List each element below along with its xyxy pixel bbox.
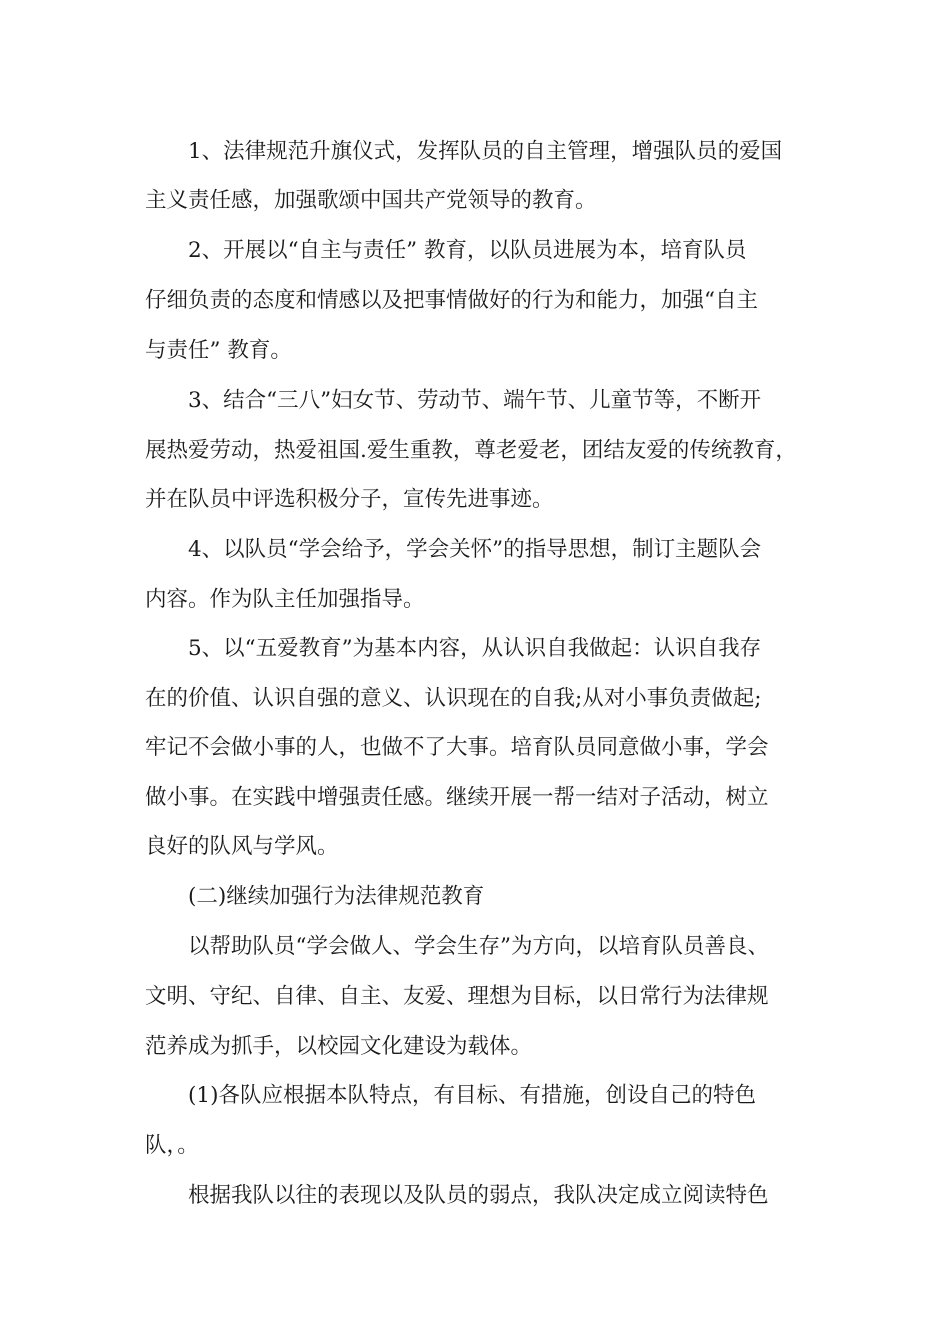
para-6-line-2: 文明、守纪、自律、自主、友爱、理想为目标，以日常行为法律规: [145, 984, 769, 1009]
para-4-line-1: 4、以队员“学会给予，学会关怀”的指导思想，制订主题队会: [188, 537, 762, 562]
para-1-line-1: 1、法律规范升旗仪式，发挥队员的自主管理，增强队员的爱国: [188, 139, 783, 164]
para-8-line-1: 根据我队以往的表现以及队员的弱点，我队决定成立阅读特色: [188, 1183, 769, 1208]
para-3-line-2: 展热爱劳动，热爱祖国.爱生重教，尊老爱老，团结友爱的传统教育，: [145, 438, 797, 463]
para-5-line-3: 牢记不会做小事的人，也做不了大事。培育队员同意做小事，学会: [145, 735, 769, 760]
para-2-line-2: 仔细负责的态度和情感以及把事情做好的行为和能力，加强“自主: [145, 288, 758, 313]
section-heading: (二)继续加强行为法律规范教育: [188, 884, 485, 909]
para-5-line-2: 在的价值、认识自强的意义、认识现在的自我;从对小事负责做起;: [145, 686, 762, 711]
para-6-line-3: 范养成为抓手，以校园文化建设为载体。: [145, 1034, 533, 1059]
para-2-line-3: 与责任” 教育。: [145, 338, 292, 363]
para-2-line-1: 2、开展以“自主与责任” 教育，以队员进展为本，培育队员: [188, 238, 747, 263]
para-7-line-2: 队，。: [145, 1133, 199, 1158]
para-6-line-1: 以帮助队员“学会做人、学会生存”为方向，以培育队员善良、: [188, 934, 769, 959]
para-7-line-1: (1)各队应根据本队特点，有目标、有措施，创设自己的特色: [188, 1083, 756, 1108]
para-1-line-2: 主义责任感，加强歌颂中国共产党领导的教育。: [145, 188, 597, 213]
para-5-line-1: 5、以“五爱教育”为基本内容，从认识自我做起：认识自我存: [188, 636, 762, 661]
para-3-line-3: 并在队员中评选积极分子，宣传先进事迹。: [145, 487, 554, 512]
para-4-line-2: 内容。作为队主任加强指导。: [145, 587, 425, 612]
para-3-line-1: 3、结合“三八”妇女节、劳动节、端午节、儿童节等，不断开: [188, 388, 762, 413]
para-5-line-5: 良好的队风与学风。: [145, 834, 339, 859]
para-5-line-4: 做小事。在实践中增强责任感。继续开展一帮一结对子活动，树立: [145, 785, 769, 810]
